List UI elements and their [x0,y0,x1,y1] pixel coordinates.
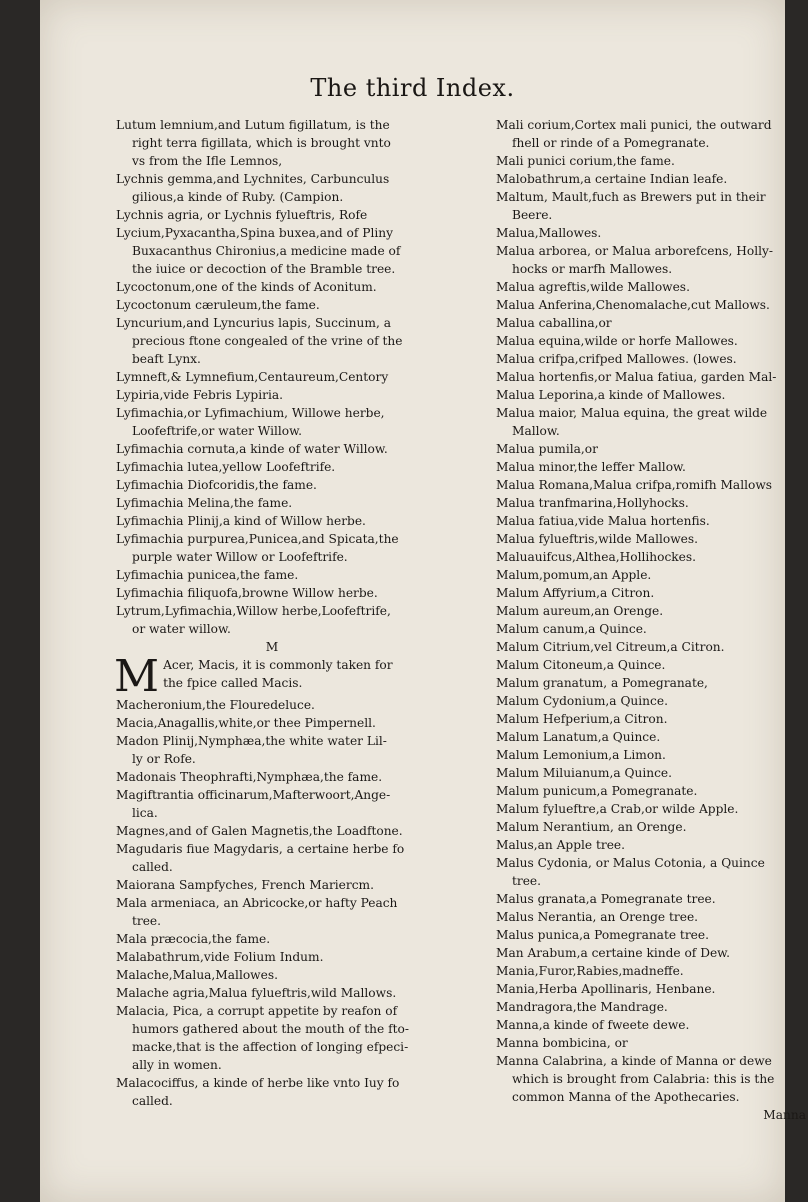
index-entry: Lyncurium,and Lyncurius lapis, Succinum, a [116,316,391,330]
index-entry: Malacia, Pica, a corrupt appetite by reafon of [116,1004,398,1018]
index-entry: precious ftone congealed of the vrine of the [132,334,403,348]
index-entry: gilious,a kinde of Ruby. (Campion. [132,190,344,204]
index-entry: Maiorana Sampfyches, French Mariercm. [116,878,374,892]
index-entry: Malus punica,a Pomegranate tree. [496,928,709,942]
index-entry: Malus Cydonia, or Malus Cotonia, a Quince [496,856,765,870]
index-entry: Lycoctonum cæruleum,the fame. [116,298,320,312]
index-entry: Lyfimachia purpurea,Punicea,and Spicata,the [116,532,399,546]
index-entry: Lyfimachia filiquofa,browne Willow herbe. [116,586,378,600]
index-entry: or water willow. [132,622,231,636]
index-entry: Malua pumila,or [496,442,598,456]
index-entry: Malua hortenfis,or Malua fatiua, garden Mal- [496,370,777,384]
index-entry: Malua minor,the leffer Mallow. [496,460,686,474]
index-entry: Mallow. [512,424,560,438]
index-entry: Malabathrum,vide Folium Indum. [116,950,324,964]
index-entry: lica. [132,806,158,820]
index-entry: common Manna of the Apothecaries. [512,1090,740,1104]
index-entry: Malua maior, Malua equina, the great wilde [496,406,768,420]
index-entry: Lychnis gemma,and Lychnites, Carbunculus [116,172,390,186]
index-entry: the iuice or decoction of the Bramble tree. [132,262,396,276]
index-entry: Manna Calabrina, a kinde of Manna or dewe [496,1054,772,1068]
left-column [116,116,428,1110]
index-entry: Lychnis agria, or Lychnis fylueftris, Rofe [116,208,368,222]
index-entry: Lycium,Pyxacantha,Spina buxea,and of Pliny [116,226,393,240]
index-entry: Mali punici corium,the fame. [496,154,675,168]
index-entry: Malum Lemonium,a Limon. [496,748,666,762]
section-letter: M [265,640,279,654]
index-entry: Macia,Anagallis,white,or thee Pimpernell. [116,716,376,730]
right-entries [496,116,808,1106]
index-entry: Manna bombicina, or [496,1036,628,1050]
index-entry: Malum Nerantium, an Orenge. [496,820,687,834]
index-entry: Magudaris fiue Magydaris, a certaine herbe fo [116,842,405,856]
index-entry: beaft Lynx. [132,352,201,366]
index-entry: Malua Leporina,a kinde of Mallowes. [496,388,726,402]
index-entry: Malua Romana,Malua crifpa,romifh Mallows [496,478,773,492]
index-entry: Malua crifpa,crifped Mallowes. (lowes. [496,352,737,366]
index-entry: purple water Willow or Loofeftrife. [132,550,348,564]
index-entry: Lyfimachia Melina,the fame. [116,496,293,510]
index-entry: tree. [132,914,162,928]
index-entry: Malus,an Apple tree. [496,838,626,852]
index-entry: Buxacanthus Chironius,a medicine made of [132,244,401,258]
index-entry: Loofeftrife,or water Willow. [132,424,302,438]
index-entry: Malua fylueftris,wilde Mallowes. [496,532,699,546]
index-entry: called. [132,1094,173,1108]
index-entry: hocks or marfh Mallowes. [512,262,673,276]
index-entry: Malus granata,a Pomegranate tree. [496,892,716,906]
index-entry: Maltum, Mault,fuch as Brewers put in their [496,190,766,204]
index-entry: Lyfimachia cornuta,a kinde of water Willow. [116,442,388,456]
index-entry: Mali corium,Cortex mali punici, the outward [496,118,772,132]
index-entry: Beere. [512,208,553,222]
index-entry: Macheronium,the Flouredeluce. [116,698,315,712]
index-entry: Malum canum,a Quince. [496,622,647,636]
index-entry: Man Arabum,a certaine kinde of Dew. [496,946,731,960]
index-entry: Lytrum,Lyfimachia,Willow herbe,Loofeftrife, [116,604,391,618]
index-entry: Malua equina,wilde or horfe Mallowes. [496,334,738,348]
index-entry: humors gathered about the mouth of the fto- [132,1022,409,1036]
index-entry: Malacociffus, a kinde of herbe like vnto Iuy fo [116,1076,400,1090]
index-entry: Malum punicum,a Pomegranate. [496,784,698,798]
macer-line: the fpice called Macis. [163,676,303,690]
index-entry: Magiftrantia officinarum,Mafterwoort,Ange- [116,788,391,802]
drop-capital: M [114,651,160,702]
index-entry: Mandragora,the Mandrage. [496,1000,668,1014]
index-entry: Malua tranfmarina,Hollyhocks. [496,496,689,510]
page-header: The third Index. [310,74,515,102]
index-entry: Malum Hefperium,a Citron. [496,712,668,726]
index-entry: ly or Rofe. [132,752,196,766]
index-entry: Mala armeniaca, an Abricocke,or hafty Peach [116,896,398,910]
index-entry: Malua fatiua,vide Malua hortenfis. [496,514,710,528]
index-entry: Malua,Mallowes. [496,226,602,240]
index-entry: Manna,a kinde of fweete dewe. [496,1018,690,1032]
index-entry: Malum fylueftre,a Crab,or wilde Apple. [496,802,739,816]
index-entry: Lutum lemnium,and Lutum figillatum, is the [116,118,390,132]
index-entry: Malum Citrium,vel Citreum,a Citron. [496,640,725,654]
index-entry: Malache,Malua,Mallowes. [116,968,278,982]
index-entry: Mala præcocia,the fame. [116,932,271,946]
macer-entry [114,651,428,702]
index-entry: Lymneft,& Lymnefium,Centaureum,Centory [116,370,389,384]
catchword: Manna [763,1108,806,1122]
index-entry: ally in women. [132,1058,222,1072]
index-entry: Malum Affyrium,a Citron. [496,586,655,600]
index-entry: which is brought from Calabria: this is the [512,1072,775,1086]
index-entry: Madon Plinij,Nymphæa,the white water Lil- [116,734,387,748]
index-entry: Malum Miluianum,a Quince. [496,766,672,780]
index-entry: tree. [512,874,542,888]
index-entry: vs from the Ifle Lemnos, [132,154,283,168]
index-entry: macke,that is the affection of longing efpeci- [132,1040,409,1054]
index-entry: Malum Lanatum,a Quince. [496,730,661,744]
index-entry: Malache agria,Malua fylueftris,wild Mallows. [116,986,397,1000]
index-entry: Lypiria,vide Febris Lypiria. [116,388,283,402]
index-entry: Malum,pomum,an Apple. [496,568,652,582]
index-entry: Mania,Herba Apollinaris, Henbane. [496,982,716,996]
index-entry: Malum aureum,an Orenge. [496,604,664,618]
index-entry: Malua arborea, or Malua arborefcens, Holly- [496,244,774,258]
index-entry: Malobathrum,a certaine Indian leafe. [496,172,728,186]
index-entry: called. [132,860,173,874]
index-entry: Magnes,and of Galen Magnetis,the Loadftone. [116,824,403,838]
index-entry: Malua Anferina,Chenomalache,cut Mallows. [496,298,770,312]
index-entry: Maluauifcus,Althea,Hollihockes. [496,550,697,564]
index-entry: Lyfimachia lutea,yellow Loofeftrife. [116,460,336,474]
macer-lines [116,656,428,692]
index-entry: Malum Citoneum,a Quince. [496,658,666,672]
index-entry: right terra figillata, which is brought vnto [132,136,391,150]
index-entry: Mania,Furor,Rabies,madneffe. [496,964,684,978]
index-entry: Lycoctonum,one of the kinds of Aconitum. [116,280,377,294]
index-entry: Madonais Theophrafti,Nymphæa,the fame. [116,770,383,784]
index-entry: Lyfimachia,or Lyfimachium, Willowe herbe, [116,406,385,420]
left-entries-m [116,696,428,1110]
left-entries-l [116,116,428,638]
book-page [40,0,806,1202]
right-column [496,116,808,1124]
index-entry: Malua agreftis,wilde Mallowes. [496,280,690,294]
index-entry: Malum granatum, a Pomegranate, [496,676,708,690]
index-entry: fhell or rinde of a Pomegranate. [512,136,710,150]
index-entry: Lyfimachia punicea,the fame. [116,568,299,582]
index-entry: Malua caballina,or [496,316,612,330]
index-entry: Lyfimachia Plinij,a kind of Willow herbe. [116,514,366,528]
index-entry: Malum Cydonium,a Quince. [496,694,668,708]
macer-line: Acer, Macis, it is commonly taken for [163,658,393,672]
index-entry: Lyfimachia Diofcoridis,the fame. [116,478,317,492]
index-entry: Malus Nerantia, an Orenge tree. [496,910,699,924]
